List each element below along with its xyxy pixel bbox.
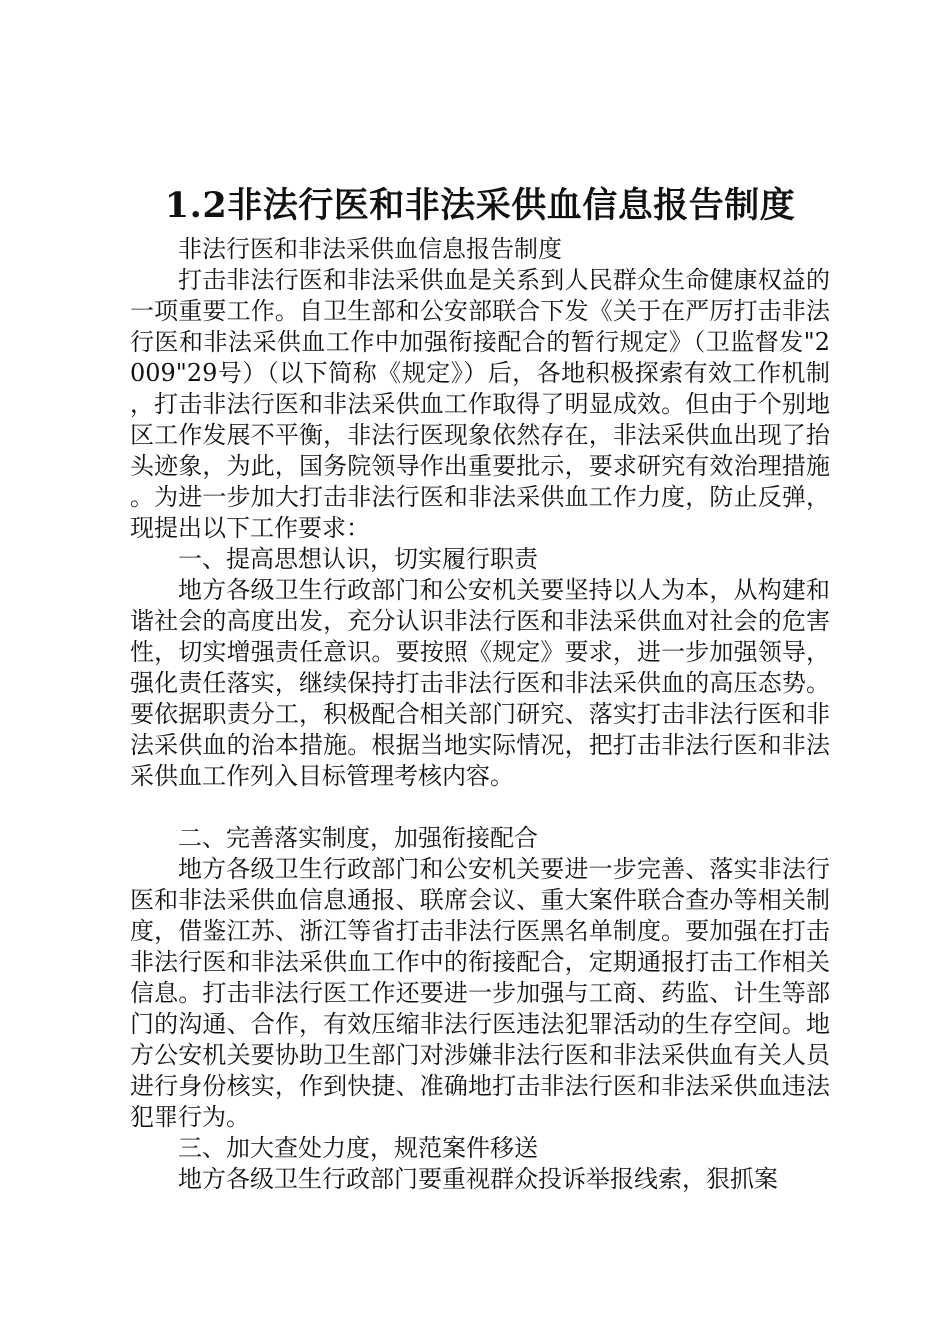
document-body [130,234,830,1195]
section-heading-1: 一、提高思想认识，切实履行职责 [178,545,538,573]
section-heading-3: 三、加大查处力度，规范案件移送 [178,1134,538,1162]
section-paragraph-1: 地方各级卫生行政部门和公安机关要坚持以人为本，从构建和谐社会的高度出发，充分认识非法行医和非法采供血对社会的危害性，切实增强责任意识。要按照《规定》要求，进一步加强领导，强化责任落实，继续保持打击非法行医和非法采供血的高压态势。要依据职责分工，积极配合相关部门研究、落实打击非法行医和非法采供血的治本措施。根据当地实际情况，把打击非法行医和非法采供血工作列入目标管理考核内容。 [130,576,830,790]
document-page [130,182,830,1195]
document-subtitle: 非法行医和非法采供血信息报告制度 [178,235,562,263]
section-paragraph-2: 地方各级卫生行政部门和公安机关要进一步完善、落实非法行医和非法采供血信息通报、联席会议、重大案件联合查办等相关制度，借鉴江苏、浙江等省打击非法行医黑名单制度。要加强在打击非法行医和非法采供血工作中的衔接配合，定期通报打击工作相关信息。打击非法行医工作还要进一步加强与工商、药监、计生等部门的沟通、合作，有效压缩非法行医违法犯罪活动的生存空间。地方公安机关要协助卫生部门对涉嫌非法行医和非法采供血有关人员进行身份核实，作到快捷、准确地打击非法行医和非法采供血违法犯罪行为。 [130,855,830,1131]
document-title: 1.2非法行医和非法采供血信息报告制度 [164,185,796,226]
paragraph-spacer [130,792,830,823]
section-heading-2: 二、完善落实制度，加强衔接配合 [178,824,538,852]
intro-paragraph: 打击非法行医和非法采供血是关系到人民群众生命健康权益的一项重要工作。自卫生部和公安部联合下发《关于在严厉打击非法行医和非法采供血工作中加强衔接配合的暂行规定》（卫监督发"2009"29号）（以下简称《规定》）后，各地积极探索有效工作机制，打击非法行医和非法采供血工作取得了明显成效。但由于个别地区工作发展不平衡，非法行医现象依然存在，非法采供血出现了抬头迹象，为此，国务院领导作出重要批示，要求研究有效治理措施。为进一步加大打击非法行医和非法采供血工作力度，防止反弹，现提出以下工作要求： [130,266,830,542]
section-paragraph-3: 地方各级卫生行政部门要重视群众投诉举报线索，狠抓案 [178,1165,778,1193]
